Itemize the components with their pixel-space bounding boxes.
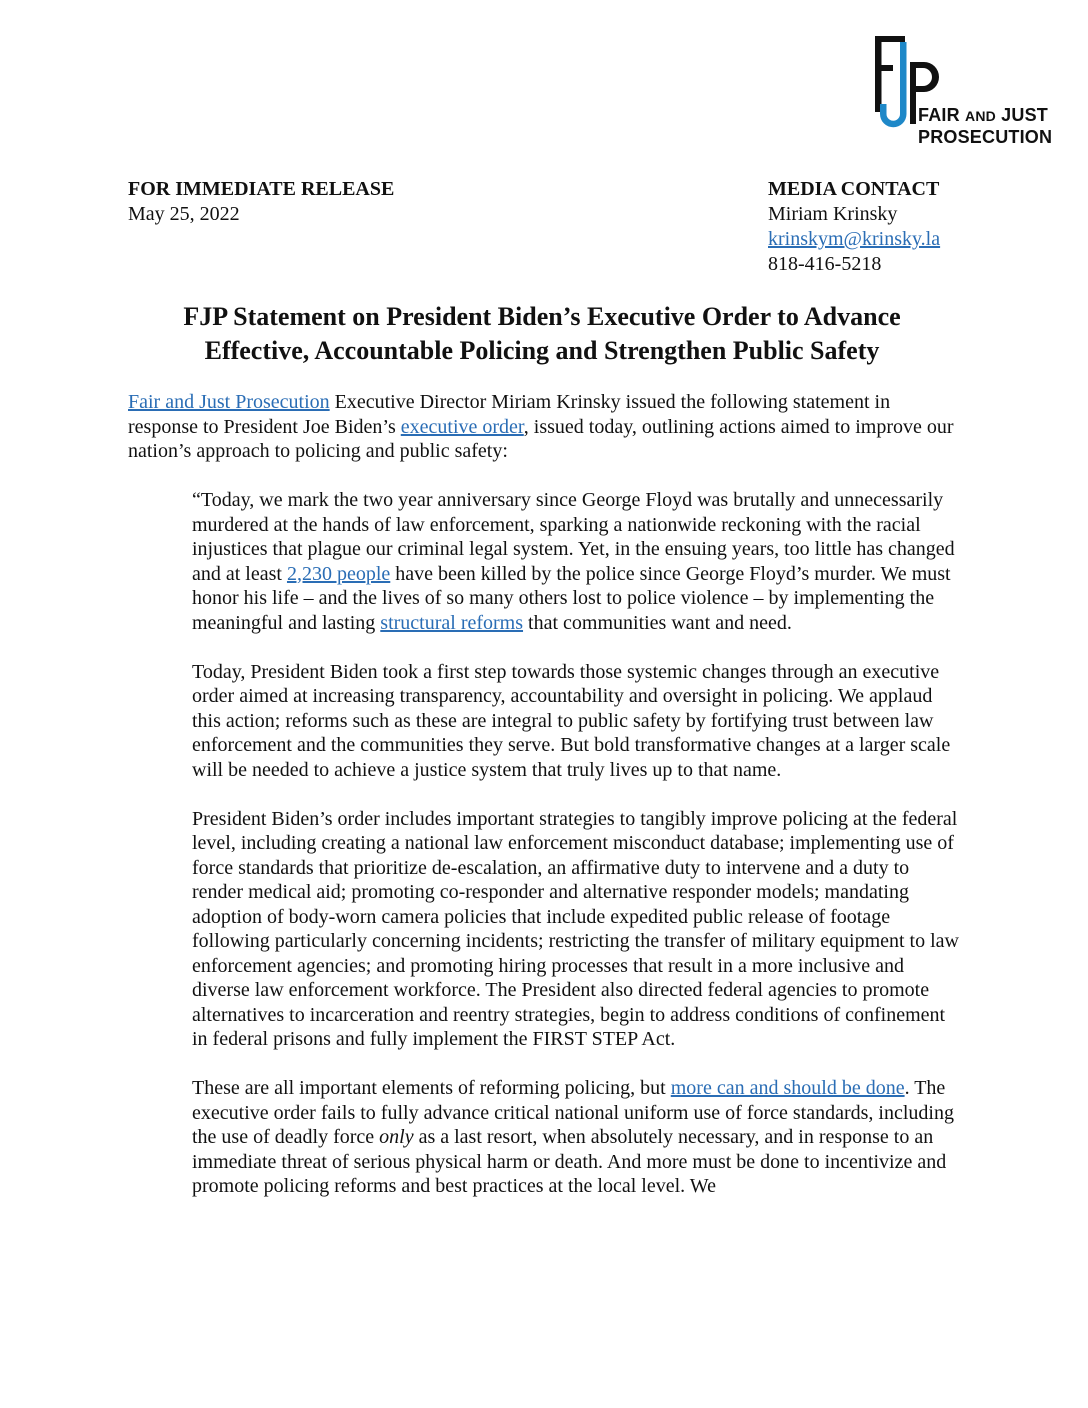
fjp-link[interactable]: Fair and Just Prosecution [128,391,330,413]
title-line-1: FJP Statement on President Biden’s Executive Order to Advance [183,302,901,331]
release-date: May 25, 2022 [128,203,240,225]
intro-paragraph: Fair and Just Prosecution Executive Director Miriam Krinsky issued the following statement in response to President Joe Biden’s executive order, issued today, outlining actions aimed to improve our nation’s approach to policing and public safety: [128,391,954,462]
title-line-2: Effective, Accountable Policing and Strengthen Public Safety [204,336,880,365]
people-killed-link[interactable]: 2,230 people [286,562,391,585]
logo-wordmark-line1: FAIR AND JUST [918,105,1048,125]
fjp-logo [872,34,1062,152]
quote-paragraph-4: These are all important elements of reforming policing, but more can and should be done. The executive order fails to fully advance critical national uniform use of force standards, including the use of deadly force only as a last resort, when absolutely necessary, and in response to an immediate threat of serious physical harm or death. And more must be done to incentivize and promote policing reforms and best practices at the local level. We [192,1077,954,1197]
more-can-be-done-link[interactable]: more can and should be done [670,1077,905,1099]
quote-paragraph-1: “Today, we mark the two year anniversary since George Floyd was brutally and unnecessarily murdered at the hands of law enforcement, sparking a nationwide reckoning with the racial injustices that plague our criminal legal system. Yet, in the ensuing years, too little has changed and at least 2,230 people have been killed by the police since George Floyd’s murder. We must honor his life – and the lives of so many others lost to police violence – by implementing the meaningful and lasting structural reforms that communities want and need. [192,489,955,634]
release-info [128,177,394,227]
logo-wordmark-line2: PROSECUTION [918,127,1053,147]
contact-heading: MEDIA CONTACT [768,178,940,200]
quote-paragraph-3: President Biden’s order includes important strategies to tangibly improve policing at the federal level, including creating a national law enforcement misconduct database; implementing use of force standards that prioritize de-escalation, an affirmative duty to intervene and a duty to render medical aid; promoting co-responder and alternative responder models; mandating adoption of body-worn camera policies that include expedited public release of footage following particularly concerning incidents; restricting the transfer of military equipment to law enforcement agencies; and promoting hiring processes that result in a more inclusive and diverse law enforcement workforce. The President also directed federal agencies to promote alternatives to incarceration and reentry strategies, begin to address conditions of confinement in federal prisons and fully implement the FIRST STEP Act. [192,807,959,1050]
release-heading: FOR IMMEDIATE RELEASE [128,178,395,200]
statement-quote [192,488,962,1223]
contact-email-link[interactable]: krinskym@krinsky.la [768,228,941,250]
quote-paragraph-2: Today, President Biden took a first step towards those systemic changes through an executive order aimed at increasing transparency, accountability and oversight in policing. We applaud this action; reforms such as these are integral to public safety by fortifying trust between law enforcement and the communities they serve. But bold transformative changes at a larger scale will be needed to achieve a justice system that truly lives up to that name. [192,660,951,781]
executive-order-link[interactable]: executive order [400,415,524,438]
media-contact [768,177,940,277]
structural-reforms-link[interactable]: structural reforms [380,611,524,634]
contact-name: Miriam Krinsky [768,203,898,225]
page-title [128,300,956,368]
contact-phone: 818-416-5218 [768,253,882,275]
